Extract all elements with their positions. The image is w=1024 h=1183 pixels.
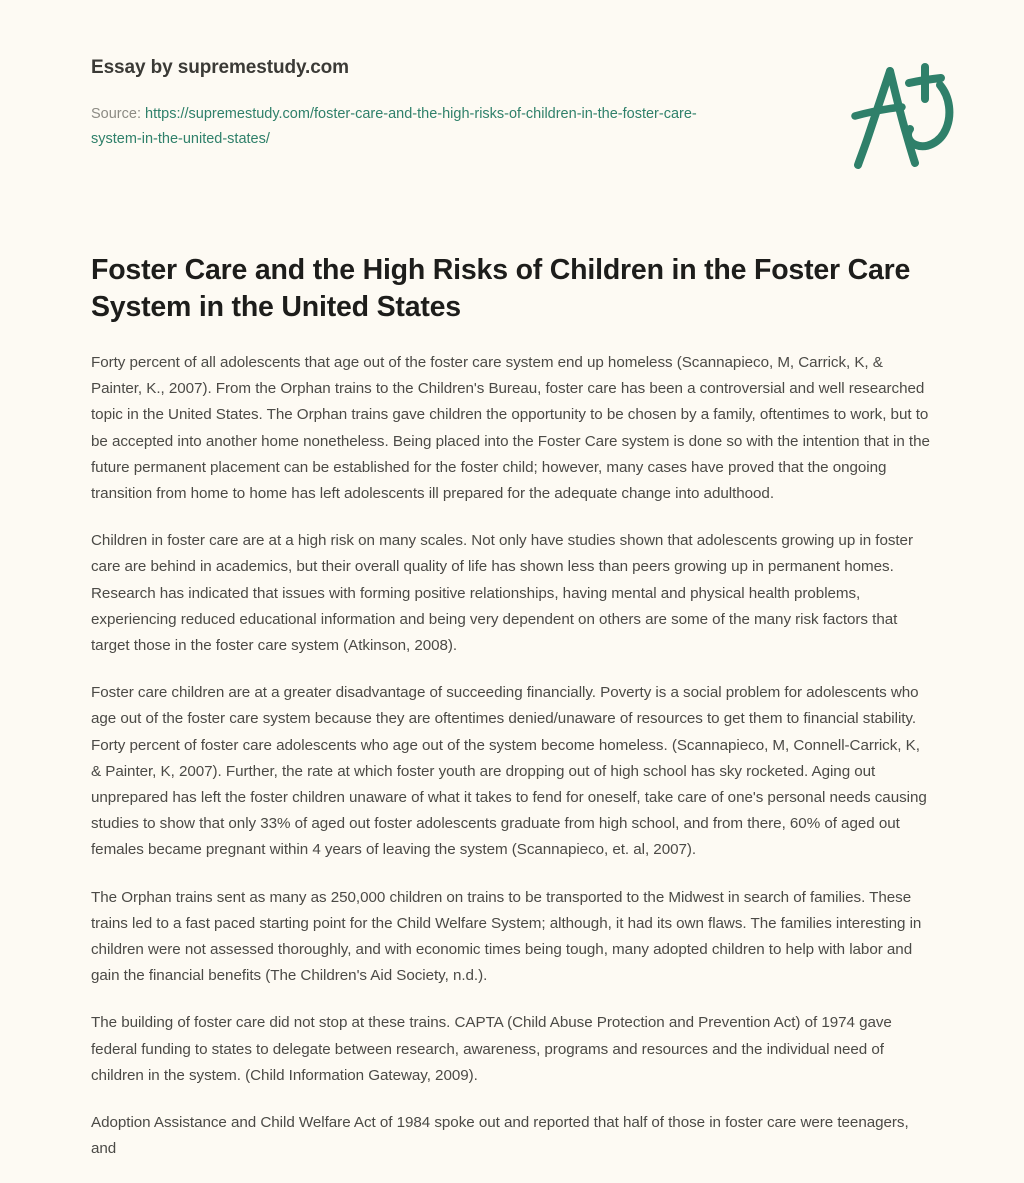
source-line <box>91 102 701 152</box>
body-paragraph: Foster care children are at a greater disadvantage of succeeding financially. Poverty is a social problem for adolescents who age out of the foster care system because they are oftentimes denied/unaware of resources to get them to financial stability. Forty percent of foster care adolescents who age out of the system become homeless. (Scannapieco, M, Connell-Carrick, K, & Painter, K, 2007). Further, the rate at which foster youth are dropping out of high school has sky rocketed. Aging out unprepared has left the foster children unaware of what it takes to fend for oneself, take care of one's personal needs causing studies to show that only 33% of aged out foster adolescents graduate from high school, and from there, 60% of aged out females became pregnant within 4 years of leaving the system (Scannapieco, et. al, 2007). <box>91 684 927 859</box>
body-paragraph: Children in foster care are at a high risk on many scales. Not only have studies shown that adolescents growing up in foster care are behind in academics, but their overall quality of life has shown less than peers growing up in permanent homes. Research has indicated that issues with forming positive relationships, having mental and physical health problems, experiencing reduced educational information and being very dependent on others are some of the many risk factors that target those in the foster care system (Atkinson, 2008). <box>91 532 913 655</box>
aplus-logo-icon <box>846 55 966 180</box>
body-paragraph: Forty percent of all adolescents that age out of the foster care system end up homeless (Scannapieco, M, Carrick, K, & Painter, K., 2007). From the Orphan trains to the Children's Bureau, foster care has been a controversial and well researched topic in the United States. The Orphan trains gave children the opportunity to be chosen by a family, oftentimes to work, but to be accepted into another home nonetheless. Being placed into the Foster Care system is done so with the intention that in the future permanent placement can be established for the foster child; however, many cases have proved that the ongoing transition from home to home has left adolescents ill prepared for the adequate change into adulthood. <box>91 354 930 503</box>
document-body <box>0 350 1024 1183</box>
source-label: Source: <box>91 106 141 122</box>
document-header <box>0 0 1024 152</box>
body-paragraph: Adoption Assistance and Child Welfare Act of 1984 spoke out and reported that half of those in foster care were teenagers, and <box>91 1114 909 1158</box>
page-title: Foster Care and the High Risks of Children in the Foster Care System in the United States <box>91 254 911 323</box>
essay-byline: Essay by supremestudy.com <box>91 57 349 78</box>
body-paragraph: The Orphan trains sent as many as 250,000 children on trains to be transported to the Midwest in search of families. These trains led to a fast paced starting point for the Child Welfare System; although, it had its own flaws. The families interesting in children were not assessed thoroughly, and with economic times being tough, many adopted children to help with labor and gain the financial benefits (The Children's Aid Society, n.d.). <box>91 888 922 985</box>
body-paragraph: The building of foster care did not stop at these trains. CAPTA (Child Abuse Protection and Prevention Act) of 1974 gave federal funding to states to delegate between research, awareness, programs and resources and the individual need of children in the system. (Child Information Gateway, 2009). <box>91 1014 892 1084</box>
source-url-link[interactable]: https://supremestudy.com/foster-care-and-the-high-risks-of-children-in-the-foster-care-system-in-the-united-states/ <box>91 106 697 147</box>
